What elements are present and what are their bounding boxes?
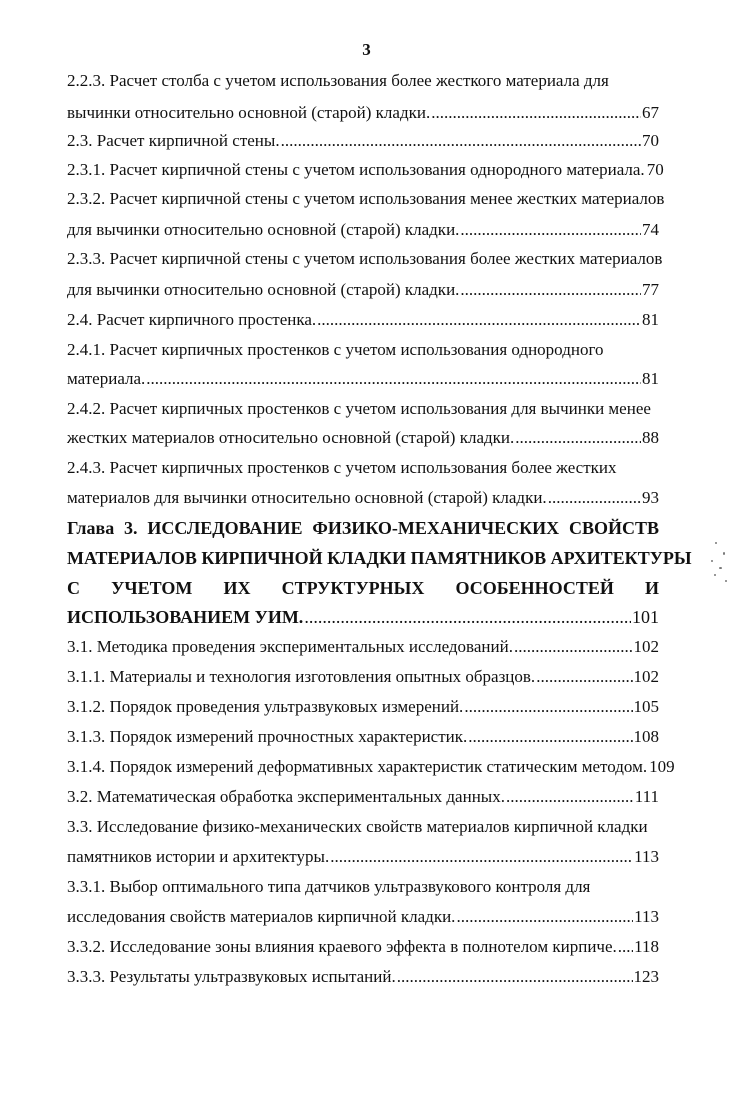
toc-page-number: 70 — [646, 160, 664, 179]
toc-entry-text: вычинки относительно основной (старой) кладки. — [67, 103, 431, 122]
dot-leader — [506, 786, 634, 808]
toc-entry-text: материалов для вычинки относительно основной (старой) кладки. — [67, 488, 547, 507]
dot-leader — [431, 102, 641, 124]
dot-leader — [317, 309, 641, 331]
toc-page-number: 113 — [634, 847, 659, 866]
toc-entry-text: для вычинки относительно основной (старой) кладки. — [67, 280, 460, 299]
toc-entry-text: 3.1.2. Порядок проведения ультразвуковых измерений. — [67, 697, 464, 716]
toc-entry-line: 2.3.2. Расчет кирпичной стены с учетом использования менее жестких материалов — [67, 189, 665, 208]
toc-entry — [67, 487, 659, 509]
toc-entry-line: 2.4.2. Расчет кирпичных простенков с учетом использования для вычинки менее — [67, 399, 651, 418]
toc-entry-text: материала. — [67, 369, 146, 388]
toc-page-number: 105 — [633, 697, 659, 716]
toc-entry-text: 3.1.4. Порядок измерений деформативных характеристик статическим методом. — [67, 757, 648, 776]
toc-page-number: 77 — [642, 280, 659, 299]
toc-entry-text: 3.3.3. Результаты ультразвуковых испытаний. — [67, 967, 396, 986]
toc-entry-text: 2.3. Расчет кирпичной стены. — [67, 131, 280, 150]
toc-page-number: 102 — [633, 667, 659, 686]
toc-entry — [67, 368, 659, 390]
scan-speck — [711, 560, 713, 562]
toc-entry-line: 2.2.3. Расчет столба с учетом использования более жесткого материала для — [67, 71, 609, 90]
toc-entry-text: 3.1.3. Порядок измерений прочностных характеристик. — [67, 727, 468, 746]
toc-entry-text: 3.2. Математическая обработка экспериментальных данных. — [67, 787, 505, 806]
toc-entry-text: жестких материалов относительно основной (старой) кладки. — [67, 428, 515, 447]
toc-entry-text: ИСПОЛЬЗОВАНИЕМ УИМ. — [67, 607, 304, 627]
dot-leader — [281, 130, 641, 152]
toc-page-number: 74 — [642, 220, 659, 239]
page-number: 3 — [362, 40, 371, 59]
toc-entry — [67, 219, 659, 241]
chapter-heading-entry — [67, 606, 659, 628]
toc-page-number: 123 — [633, 967, 659, 986]
dot-leader — [618, 936, 633, 958]
toc-page-number: 111 — [634, 787, 659, 806]
dot-leader — [146, 368, 641, 390]
toc-entry — [67, 427, 659, 449]
toc-page-number: 70 — [642, 131, 659, 150]
dot-leader — [456, 906, 633, 928]
dot-leader — [304, 606, 631, 628]
dot-leader — [548, 487, 641, 509]
toc-entry-line: 3.3.1. Выбор оптимального типа датчиков ультразвукового контроля для — [67, 877, 591, 896]
dot-leader — [468, 726, 632, 748]
toc-entry-line: 2.4.3. Расчет кирпичных простенков с учетом использования более жестких — [67, 458, 617, 477]
toc-page-number: 93 — [642, 488, 659, 507]
chapter-heading-line: С УЧЕТОМ ИХ СТРУКТУРНЫХ ОСОБЕННОСТЕЙ И — [67, 578, 659, 598]
toc-page-number: 67 — [642, 103, 659, 122]
toc-page-number: 101 — [632, 607, 659, 627]
toc-entry — [67, 159, 664, 181]
dot-leader — [464, 696, 632, 718]
toc-page-number: 109 — [649, 757, 675, 776]
scan-speck — [719, 567, 722, 569]
chapter-heading-line: Глава 3. ИССЛЕДОВАНИЕ ФИЗИКО-МЕХАНИЧЕСКИХ СВОЙСТВ — [67, 518, 659, 538]
dot-leader — [460, 219, 641, 241]
toc-entry-text: 3.1. Методика проведения экспериментальных исследований. — [67, 637, 513, 656]
toc-entry — [67, 130, 659, 152]
toc-entry — [67, 696, 659, 718]
toc-page-number: 108 — [633, 727, 659, 746]
toc-page-number: 102 — [633, 637, 659, 656]
toc-entry-text: 3.1.1. Материалы и технология изготовления опытных образцов. — [67, 667, 536, 686]
toc-entry-text: 2.3.1. Расчет кирпичной стены с учетом использования однородного материала. — [67, 160, 645, 179]
toc-page-number: 113 — [634, 907, 659, 926]
toc-entry — [67, 726, 659, 748]
toc-entry — [67, 936, 659, 958]
toc-entry — [67, 666, 659, 688]
toc-entry-text: исследования свойств материалов кирпичной кладки. — [67, 907, 456, 926]
toc-entry — [67, 309, 659, 331]
toc-entry — [67, 966, 659, 988]
toc-entry-line: 2.4.1. Расчет кирпичных простенков с учетом использования однородного — [67, 340, 604, 359]
toc-entry — [67, 279, 659, 301]
toc-entry-text: для вычинки относительно основной (старой) кладки. — [67, 220, 460, 239]
toc-entry — [67, 636, 659, 658]
dot-leader — [397, 966, 633, 988]
toc-page-number: 81 — [642, 369, 659, 388]
scan-speck — [725, 580, 727, 582]
chapter-heading-line: МАТЕРИАЛОВ КИРПИЧНОЙ КЛАДКИ ПАМЯТНИКОВ АРХИТЕКТУРЫ — [67, 548, 692, 568]
toc-entry — [67, 102, 659, 124]
toc-page-number: 81 — [642, 310, 659, 329]
toc-entry — [67, 846, 659, 868]
scan-speck — [714, 574, 716, 576]
toc-page-number: 118 — [634, 937, 659, 956]
dot-leader — [515, 427, 641, 449]
toc-entry — [67, 756, 675, 778]
toc-entry-text: памятников истории и архитектуры. — [67, 847, 330, 866]
dot-leader — [536, 666, 632, 688]
scan-speck — [723, 552, 725, 555]
scan-speck — [715, 542, 717, 544]
toc-entry — [67, 786, 659, 808]
dot-leader — [330, 846, 633, 868]
toc-entry-line: 2.3.3. Расчет кирпичной стены с учетом использования более жестких материалов — [67, 249, 663, 268]
toc-entry-text: 2.4. Расчет кирпичного простенка. — [67, 310, 317, 329]
toc-entry — [67, 906, 659, 928]
toc-entry-line: 3.3. Исследование физико-механических свойств материалов кирпичной кладки — [67, 817, 648, 836]
dot-leader — [514, 636, 633, 658]
toc-page-number: 88 — [642, 428, 659, 447]
scan-specks — [705, 540, 733, 620]
toc-entry-text: 3.3.2. Исследование зоны влияния краевого эффекта в полнотелом кирпиче. — [67, 937, 617, 956]
dot-leader — [460, 279, 641, 301]
